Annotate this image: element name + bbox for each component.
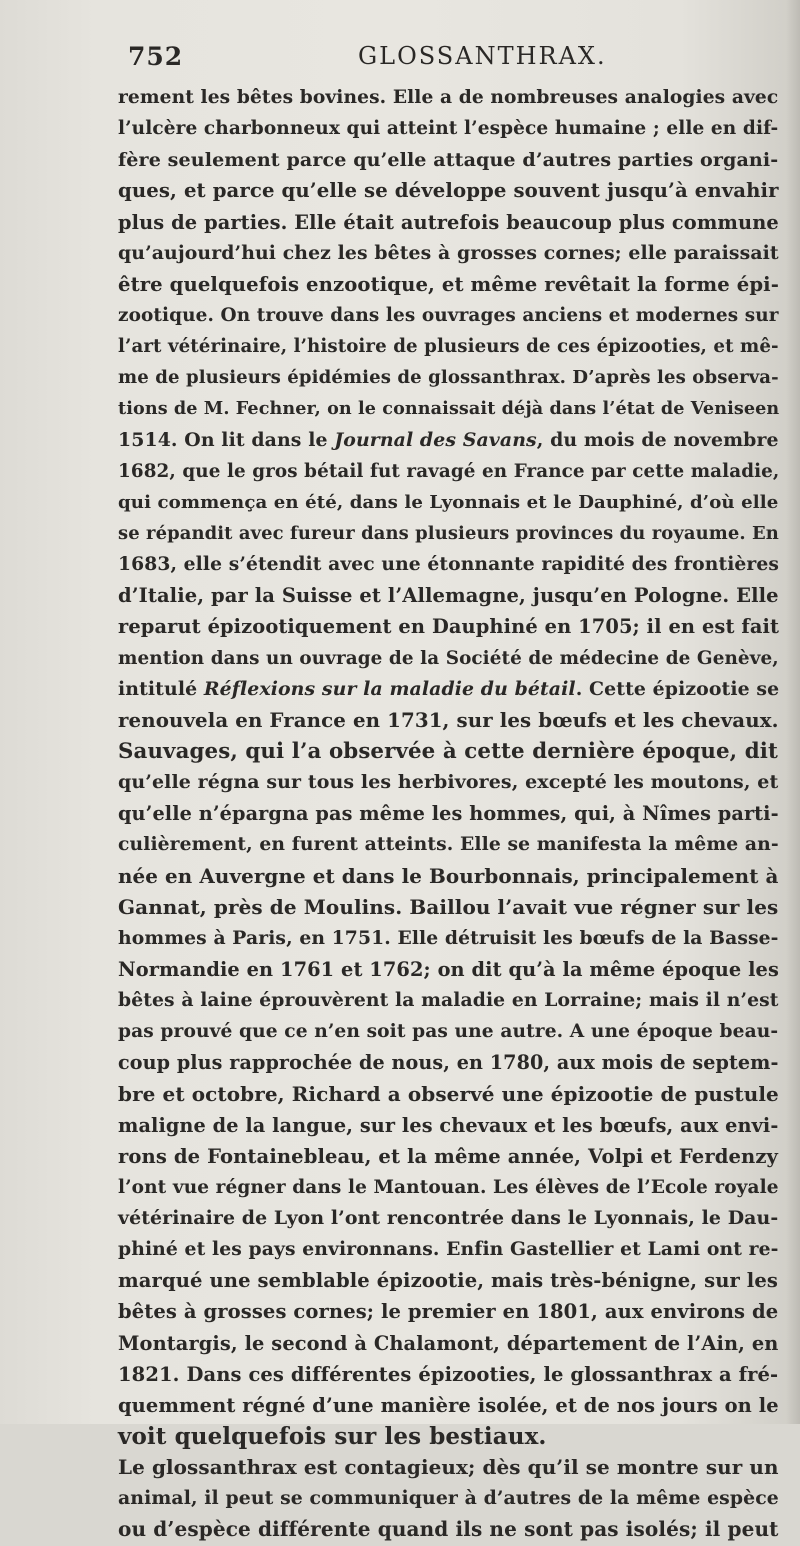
text-line (118, 767, 778, 798)
text-segment: qu’elle n’épargna pas même les hommes, qui, à Nîmes parti- (118, 802, 779, 826)
text-segment: qui commença en été, dans le Lyonnais et le Dauphiné, d’où elle (118, 491, 779, 513)
text-segment: renouvela en France en 1731, sur les bœufs et les chevaux. (118, 707, 779, 732)
text-line (118, 1514, 778, 1545)
text-line (118, 1172, 778, 1203)
text-segment: vétérinaire de Lyon l’ont rencontrée dans le Lyonnais, le Dau- (118, 1207, 779, 1230)
text-line (118, 1421, 778, 1452)
text-segment: maligne de la langue, sur les chevaux et les bœufs, aux envi- (118, 1113, 779, 1137)
text-line (118, 892, 778, 923)
text-segment: l’art vétérinaire, l’histoire de plusieurs de ces épizooties, et mê- (118, 336, 779, 358)
text-line (118, 1328, 778, 1359)
text-line (118, 113, 778, 144)
text-line (118, 1452, 778, 1483)
text-line (118, 269, 778, 300)
text-line (118, 393, 778, 424)
text-segment: intitulé (118, 677, 204, 700)
text-segment: bre et octobre, Richard a observé une épizootie de pustule (118, 1081, 779, 1106)
text-line (118, 923, 778, 954)
text-segment: bêtes à grosses cornes; le premier en 1801, aux environs de (118, 1300, 779, 1324)
text-segment: ou d’espèce différente quand ils ne sont pas isolés; il peut (118, 1517, 779, 1542)
text-line (118, 580, 778, 611)
text-segment: l’ulcère charbonneux qui atteint l’espèce humaine ; elle en dif- (118, 118, 779, 140)
text-line (118, 144, 778, 175)
text-line (118, 487, 778, 518)
text-line (118, 861, 778, 892)
page-header (128, 42, 688, 78)
text-line (118, 1016, 778, 1047)
text-line (118, 1203, 778, 1234)
text-line (118, 985, 778, 1016)
text-segment: tions de M. Fechner, on le connaissait déjà dans l’état de Veniseen (118, 398, 780, 420)
text-segment: 1821. Dans ces différentes épizooties, le glossanthrax a fré- (118, 1362, 779, 1386)
text-line (118, 1079, 778, 1110)
text-segment: 1682, que le gros bétail fut ravagé en France par cette maladie, (118, 460, 780, 482)
text-line (118, 238, 778, 269)
text-line (118, 1483, 778, 1514)
text-segment: me de plusieurs épidémies de glossanthrax. D’après les observa- (118, 367, 779, 389)
text-line (118, 1047, 778, 1078)
text-segment: . Cette épizootie se (575, 677, 780, 700)
text-line (118, 705, 778, 736)
text-segment: ques, et parce qu’elle se développe souvent jusqu’à envahir (118, 179, 779, 203)
text-line (118, 1234, 778, 1265)
text-segment: l’ont vue régner dans le Mantouan. Les élèves de l’Ecole royale (118, 1176, 779, 1198)
text-segment: quemment régné d’une manière isolée, et de nos jours on le (118, 1393, 779, 1417)
text-segment: voit quelquefois sur les bestiaux. (118, 1423, 547, 1451)
text-segment: Sauvages, qui l’a observée à cette dernière époque, dit (118, 738, 778, 764)
text-segment: Le glossanthrax est contagieux; dès qu’il se montre sur un (118, 1455, 779, 1480)
text-line (118, 456, 778, 487)
text-line (118, 1110, 778, 1141)
text-line (118, 1265, 778, 1296)
text-segment: se répandit avec fureur dans plusieurs provinces du royaume. En (118, 522, 779, 544)
text-segment: rons de Fontainebleau, et la même année, Volpi et Ferdenzy (118, 1144, 779, 1168)
text-segment: hommes à Paris, en 1751. Elle détruisit les bœufs de la Basse- (118, 926, 779, 949)
text-segment: marqué une semblable épizootie, mais très-bénigne, sur les (118, 1269, 778, 1293)
text-line (118, 643, 778, 674)
text-line (118, 829, 778, 860)
text-segment: fère seulement parce qu’elle attaque d’autres parties organi- (118, 148, 779, 172)
text-line (118, 549, 778, 580)
text-line (118, 1359, 778, 1390)
text-line (118, 518, 778, 549)
text-line (118, 331, 778, 362)
text-line (118, 736, 778, 767)
text-line (118, 798, 778, 829)
text-line (118, 425, 778, 456)
page-edge-shadow (786, 0, 800, 1424)
text-segment: Montargis, le second à Chalamont, département de l’Ain, en (118, 1331, 779, 1355)
text-segment: Gannat, près de Moulins. Baillou l’avait vue régner sur les (118, 894, 779, 919)
text-segment: coup plus rapprochée de nous, en 1780, aux mois de septem- (118, 1051, 779, 1075)
text-segment: culièrement, en furent atteints. Elle se manifesta la même an- (118, 833, 779, 856)
text-segment: phiné et les pays environnans. Enfin Gastellier et Lami ont re- (118, 1238, 779, 1261)
text-segment: mention dans un ouvrage de la Société de médecine de Genève, (118, 647, 779, 669)
body-text (118, 82, 778, 1546)
text-segment: d’Italie, par la Suisse et l’Allemagne, jusqu’en Pologne. Elle (118, 584, 779, 608)
text-line (118, 611, 778, 642)
page-number: 752 (128, 42, 184, 71)
text-segment: qu’elle régna sur tous les herbivores, excepté les moutons, et (118, 771, 779, 794)
text-segment: , du mois de novembre (536, 428, 779, 451)
text-line (118, 1141, 778, 1172)
text-line (118, 954, 778, 985)
text-line (118, 674, 778, 705)
text-segment: bêtes à laine éprouvèrent la maladie en Lorraine; mais il n’est (118, 989, 779, 1012)
italic-text: Journal des Savans (334, 428, 537, 451)
text-line (118, 175, 778, 206)
text-segment: zootique. On trouve dans les ouvrages anciens et modernes sur (118, 304, 779, 326)
text-segment: née en Auvergne et dans le Bourbonnais, principalement à (118, 863, 779, 888)
text-segment: 1683, elle s’étendit avec une étonnante rapidité des frontières (118, 553, 779, 576)
text-line (118, 1390, 778, 1421)
text-segment: rement les bêtes bovines. Elle a de nombreuses analogies avec (118, 86, 779, 108)
text-line (118, 207, 778, 238)
text-segment: animal, il peut se communiquer à d’autres de la même espèce (118, 1487, 779, 1510)
text-line (118, 300, 778, 331)
text-segment: être quelquefois enzootique, et même revêtait la forme épi- (118, 272, 779, 296)
text-line (118, 362, 778, 393)
text-segment: qu’aujourd’hui chez les bêtes à grosses cornes; elle paraissait (118, 241, 779, 264)
text-segment: reparut épizootiquement en Dauphiné en 1705; il en est fait (118, 615, 780, 639)
text-line (118, 82, 778, 113)
text-segment: plus de parties. Elle était autrefois beaucoup plus commune (118, 210, 779, 234)
text-segment: pas prouvé que ce n’en soit pas une autre. A une époque beau- (118, 1021, 779, 1043)
text-segment: 1514. On lit dans le (118, 428, 335, 451)
text-segment: Normandie en 1761 et 1762; on dit qu’à la même époque les (118, 957, 779, 981)
text-line (118, 1296, 778, 1327)
italic-text: Réflexions sur la maladie du bétail (203, 677, 576, 700)
running-head: GLOSSANTHRAX. (358, 42, 607, 70)
